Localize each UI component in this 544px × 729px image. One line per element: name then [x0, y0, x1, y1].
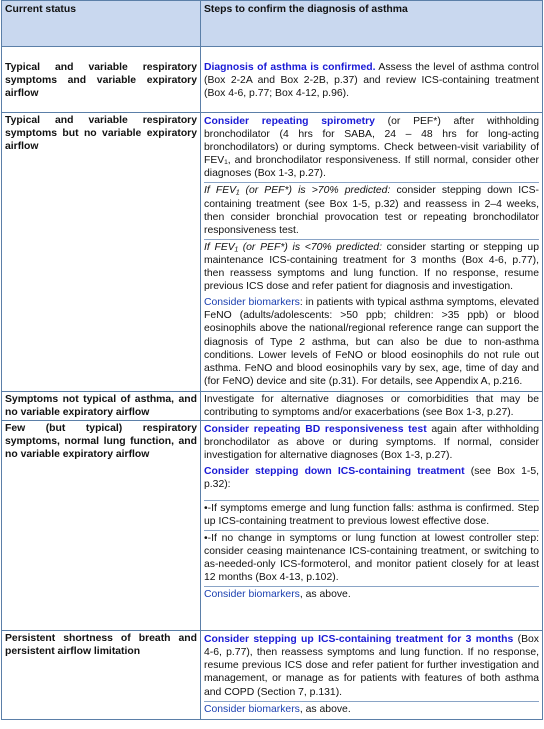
- step-text: Investigate for alternative diagnoses or comorbidities that may be contributing to symptoms and/or exacerbations (see Box 1-3, p.27).: [204, 393, 539, 418]
- step-text: again after withholding bronchodilator as above or during symptoms. If normal, consider investigation for alternative diagnoses (Box 1-3, p.27).: [204, 424, 539, 462]
- status-cell: Typical and variable respiratory symptoms but no variable expiratory airflow: [2, 113, 201, 392]
- step-block: [204, 295, 539, 390]
- step-text: , as above.: [299, 589, 351, 601]
- step-condition: If FEV₁ (or PEF*) is >70% predicted:: [204, 185, 391, 197]
- header-current-status: Current status: [2, 1, 201, 47]
- step-condition: If FEV₁ (or PEF*) is <70% predicted:: [204, 241, 382, 253]
- step-lead: Consider stepping up ICS-containing treatment for 3 months: [204, 634, 514, 646]
- step-text: consider stepping down ICS-containing treatment (see Box 1-5, p.32) and reassess in 2–4 weeks, then consider bronchial provocation test or repeating bronchodilator responsiveness test.: [204, 185, 539, 236]
- header-steps: Steps to confirm the diagnosis of asthma: [201, 1, 543, 47]
- steps-cell: [201, 631, 543, 720]
- status-cell: Few (but typical) respiratory symptoms, normal lung function, and no variable expiratory airflow: [2, 421, 201, 631]
- steps-cell: [201, 421, 543, 631]
- step-text: consider starting or stepping up maintenance ICS-containing treatment for 3 months (Box 4-6, p.77), then reassess symptoms and lung function. If no response, resume previous ICS dose and refer patient for diagnosis and investigation.: [204, 241, 539, 293]
- step-lead: Consider stepping down ICS-containing treatment: [204, 466, 465, 478]
- step-block: [204, 586, 539, 629]
- step-block: [204, 114, 539, 182]
- step-block: [204, 464, 539, 499]
- table-row: [2, 391, 543, 420]
- step-lead: Consider repeating BD responsiveness test: [204, 424, 427, 436]
- step-block: [204, 701, 539, 718]
- table-row: [2, 421, 543, 631]
- table-row: [2, 631, 543, 720]
- step-text: : in patients with typical asthma symptoms, elevated FeNO (adults/adolescents: >50 ppb; children: >35 ppb) or blood eosinophils above the national/regional reference range can support the diagnosis of Type 2 asthma, but can also be due to non-asthma conditions. Lower levels of FeNO or blood eosinophils do not rule out asthma. FeNO and blood eosinophils vary by sex, age, time of day and (for FeNO) device and site (p.31). For details, see Appendix A, p.216.: [204, 297, 539, 387]
- biomarkers-link: Consider biomarkers: [204, 589, 300, 601]
- step-lead: Consider repeating spirometry: [204, 116, 375, 127]
- table-header-row: [2, 1, 543, 47]
- step-text: Assess the level of asthma control (Box 2-2A and Box 2-2B, p.37) and review ICS-containing treatment (Box 4-6, p.77; Box 4-12, p.96).: [204, 62, 539, 100]
- steps-cell: [201, 391, 543, 420]
- step-text: , as above.: [299, 703, 351, 715]
- step-lead: Diagnosis of asthma is confirmed.: [204, 62, 376, 73]
- step-block: [204, 239, 539, 295]
- diagnosis-table: [1, 0, 543, 720]
- status-cell: Typical and variable respiratory symptoms and variable expiratory airflow: [2, 47, 201, 113]
- step-block: [204, 530, 539, 586]
- step-bullet-text: •-If symptoms emerge and lung function falls: asthma is confirmed. Step up ICS-containing treatment to previous lowest effective dose.: [204, 502, 539, 527]
- status-cell: Persistent shortness of breath and persistent airflow limitation: [2, 631, 201, 720]
- steps-cell: [201, 113, 543, 392]
- step-text: (Box 4-6, p.77), then reassess symptoms and lung function. If no response, resume previous ICS dose and refer patient for further investigation and management, or manage as for patients with features of both asthma and COPD (Section 7, p.131).: [204, 634, 539, 698]
- table-row: [2, 47, 543, 113]
- step-block: [204, 632, 539, 700]
- step-block: [204, 422, 539, 464]
- biomarkers-link: Consider biomarkers: [204, 703, 300, 715]
- steps-cell: [201, 47, 543, 113]
- table-row: [2, 113, 543, 392]
- step-block: [204, 182, 539, 238]
- step-block: [204, 500, 539, 530]
- step-text: (or PEF*) after withholding bronchodilator (4 hrs for SABA, 24 – 48 hrs for long-acting bronchodilators) or during symptoms. Check between-visit variability of FEV₁, and bronchodilator responsiveness. If still normal, consider other diagnoses (Box 1-3, p.27).: [204, 116, 539, 180]
- biomarkers-link: Consider biomarkers: [204, 297, 300, 309]
- step-text: (see Box 1-5, p.32):: [204, 466, 540, 491]
- status-cell: Symptoms not typical of asthma, and no variable expiratory airflow: [2, 391, 201, 420]
- step-bullet-text: •-If no change in symptoms or lung function at lowest controller step: consider ceasing maintenance ICS-containing treatment, or switching to as-needed-only ICS-formoterol, and monitor patient closely for at least 12 months (Box 4-13, p.102).: [204, 532, 539, 583]
